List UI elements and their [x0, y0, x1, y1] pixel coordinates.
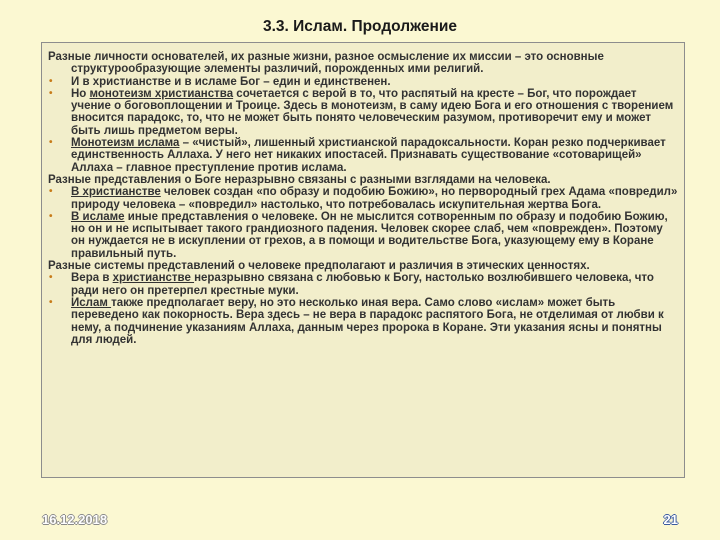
paragraph-ethics: Разные системы представлений о человеке предполагают и различия в этических ценностях. — [48, 260, 590, 273]
bullet-islam-faith — [48, 297, 678, 346]
underlined-term: христианстве — [112, 272, 195, 285]
bullet-christian-monotheism — [48, 88, 678, 137]
bullet-text-pre: Но — [71, 87, 90, 100]
content-box — [41, 42, 685, 478]
underlined-term: Монотеизм ислама — [71, 137, 180, 150]
bullet-icon: • — [49, 186, 53, 198]
page-number: 21 — [663, 512, 678, 527]
bullet-icon: • — [49, 137, 53, 149]
paragraph-founders: Разные личности основателей, их разные жизни, разное осмысление их миссии – это основные структурообразующие элементы различий, порожденных ими религий. — [48, 51, 604, 76]
underlined-term: В исламе — [71, 210, 125, 223]
bullet-islam-man — [48, 211, 678, 260]
bullet-text-pre: Вера в — [71, 272, 113, 285]
bullet-icon: • — [49, 296, 53, 308]
underlined-term: В христианстве — [71, 186, 161, 199]
paragraph-views-of-man: Разные представления о Боге неразрывно связаны с разными взглядами на человека. — [48, 173, 551, 186]
underlined-term: монотеизм христианства — [89, 87, 234, 100]
bullet-islam-monotheism — [48, 137, 678, 174]
bullet-text-post: – «чистый», лишенный христианской парадоксальности. Коран резко подчеркивает единственность Аллаха. У него нет никаких ипостасей. Признавать существование «сотоварищей» Аллаха – главное преступление против ислама. — [71, 137, 666, 174]
bullet-christian-faith — [48, 272, 678, 297]
bullet-icon: • — [49, 272, 53, 284]
bullet-icon: • — [49, 75, 53, 87]
slide-title: 3.3. Ислам. Продолжение — [262, 18, 458, 35]
bullet-text-post: неразрывно связана с любовью к Богу, настолько возлюбившего человека, что ради него он претерпел крестные муки. — [71, 272, 654, 297]
underlined-term: Ислам — [71, 296, 112, 309]
bullet-text-post: иные представления о человеке. Он не мыслится сотворенным по образу и подобию Божию, но он и не испытывает такого грандиозного падения. Человек скорее слаб, чем «поврежден». Поэтому он нуждается не в искуплении от грехов, а в помощи и водительстве Бога, указующему ему в Коране правильный путь. — [71, 210, 668, 260]
bullet-icon: • — [49, 210, 53, 222]
bullet-text-post: сочетается с верой в то, что распятый на кресте – Бог, что порождает учение о боговоплощении и Троице. Здесь в монотеизм, в саму идею Бога и его отношения с творением вносится парадокс, то, что не может быть понято человеческим разумом, противоречит ему и может быть лишь предметом веры. — [71, 87, 674, 137]
bullet-icon: • — [49, 87, 53, 99]
bullet-one-god — [48, 76, 678, 88]
bullet-christian-man — [48, 186, 678, 211]
footer-date: 16.12.2018 — [42, 512, 108, 527]
bullet-text-post: также предполагает веру, но это несколько иная вера. Само слово «ислам» может быть переведено как покорность. Вера здесь – не вера в парадокс распятого Бога, не отделимая от любви к нему, а подчинение указаниям Аллаха, данным через пророка в Коране. Эти указания ясны и понятны для людей. — [71, 296, 664, 346]
bullet-text-post: человек создан «по образу и подобию Божию», но первородный грех Адама «повредил» природу человека – «повредил» настолько, что потребовалась искупительная жертва Бога. — [71, 186, 678, 211]
bullet-text: И в христианстве и в исламе Бог – един и единственен. — [71, 75, 391, 88]
